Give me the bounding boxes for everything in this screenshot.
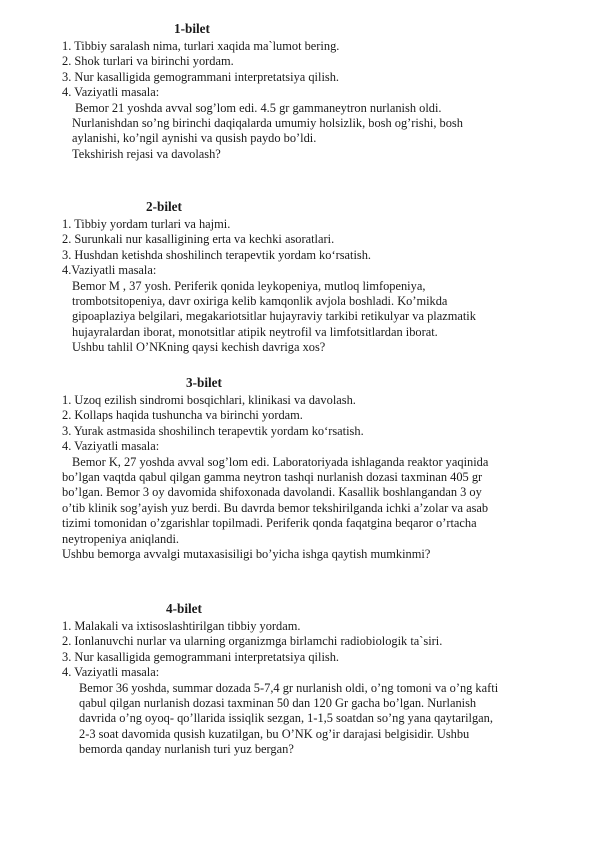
question-item: 4. Vaziyatli masala: xyxy=(62,439,160,454)
question-item: 1. Tibbiy yordam turlari va hajmi. xyxy=(62,217,231,231)
case-line: bemorda qanday nurlanish turi yuz bergan? xyxy=(79,742,294,757)
case-line: Bemor M , 37 yosh. Periferik qonida leykopeniya, mutloq limfopeniya, xyxy=(72,278,426,293)
ticket-title: 1-bilet xyxy=(174,21,210,36)
question-item: 4. Vaziyatli masala: xyxy=(62,665,160,680)
case-line: 2-3 soat davomida qusish kuzatilgan, bu O’NK og’ir darajasi belgisidir. Ushbu xyxy=(79,726,470,741)
question-item: 1. Uzoq ezilish sindromi bosqichlari, klinikasi va davolash. xyxy=(62,393,356,407)
question-item: 4. Vaziyatli masala: xyxy=(62,85,160,100)
question-item: 4.Vaziyatli masala: xyxy=(62,263,157,278)
question-item: 2. Kollaps haqida tushuncha va birinchi yordam. xyxy=(62,408,303,423)
ticket-3 xyxy=(62,374,562,562)
case-line: Ushbu bemorga avvalgi mutaxasisiligi bo’yicha ishga qaytish mumkinmi? xyxy=(62,547,431,562)
question-item: 3. Hushdan ketishda shoshilinch terapevtik yordam ko‘rsatish. xyxy=(62,247,372,262)
case-line: Bemor 36 yoshda, summar dozada 5-7,4 gr nurlanish oldi, o’ng tomoni va o’ng kafti xyxy=(79,680,499,695)
question-item: 1. Malakali va ixtisoslashtirilgan tibbiy yordam. xyxy=(62,619,301,633)
question-item: 3. Nur kasalligida gemogrammani interpretatsiya qilish. xyxy=(62,69,339,84)
case-line: bo’lgan. Bemor 3 oy davomida shifoxonada davolandi. Kasallik boshlangandan 3 oy xyxy=(62,485,482,500)
question-item: 2. Ionlanuvchi nurlar va ularning organizmga birlamchi radiobiologik ta`siri. xyxy=(62,634,443,649)
question-item: 1. Tibbiy saralash nima, turlari xaqida ma`lumot bering. xyxy=(62,39,340,53)
ticket-title: 2-bilet xyxy=(146,199,182,214)
case-line: bo’lgan vaqtda qabul qilgan gamma neytron tashqi nurlanish dozasi taxminan 405 gr xyxy=(62,470,483,485)
case-line: Bemor K, 27 yoshda avval sog’lom edi. Laboratoriyada ishlaganda reaktor yaqinida xyxy=(72,454,489,469)
question-item: 2. Surunkali nur kasalligining erta va kechki asoratlari. xyxy=(62,232,335,247)
case-line: Tekshirish rejasi va davolash? xyxy=(72,146,221,161)
ticket-2 xyxy=(62,198,562,356)
ticket-title: 4-bilet xyxy=(166,601,202,616)
ticket-title: 3-bilet xyxy=(186,375,222,390)
ticket-1 xyxy=(62,20,562,162)
case-line: aylanishi, ko’ngil aynishi va qusish paydo bo’ldi. xyxy=(72,131,317,146)
question-item: 3. Nur kasalligida gemogrammani interpretatsiya qilish. xyxy=(62,649,339,664)
case-line: neytropeniya aniqlandi. xyxy=(62,531,179,546)
case-line: qabul qilgan nurlanish dozasi taxminan 50 dan 120 Gr gacha bo’lgan. Nurlanish xyxy=(79,696,477,711)
question-item: 3. Yurak astmasida shoshilinch terapevtik yordam ko‘rsatish. xyxy=(62,423,364,438)
question-item: 2. Shok turlari va birinchi yordam. xyxy=(62,54,234,69)
case-line: Nurlanishdan so’ng birinchi daqiqalarda umumiy holsizlik, bosh og’rishi, bosh xyxy=(72,116,463,131)
case-line: tizimi tomonidan o’zgarishlar topilmadi. Periferik qonda faqatgina beqaror o’rtacha xyxy=(62,516,477,531)
ticket-4 xyxy=(62,600,562,758)
case-line: o’tib klinik sog’ayish yuz berdi. Bu davrda bemor tekshirilganda ichki a’zolar va asab xyxy=(62,500,489,515)
case-line: trombotsitopeniya, davr oxiriga kelib kamqonlik avjola boshladi. Ko’mikda xyxy=(72,294,448,309)
case-line: Ushbu tahlil O’NKning qaysi kechish davriga xos? xyxy=(72,340,326,355)
case-line: Bemor 21 yoshda avval sog’lom edi. 4.5 gr gammaneytron nurlanish oldi. xyxy=(75,100,442,115)
case-line: hujayralardan iborat, monotsitlar atipik neytrofil va limfotsitlardan iborat. xyxy=(72,324,438,339)
case-line: davrida o’ng oyoq- qo’llarida issiqlik sezgan, 1-1,5 soatdan so’ng yana qaytarilgan, xyxy=(79,711,493,726)
case-line: gipoaplaziya belgilari, megakariotsitlar hujayraviy tarkibi retikulyar va plazmatik xyxy=(72,309,476,324)
